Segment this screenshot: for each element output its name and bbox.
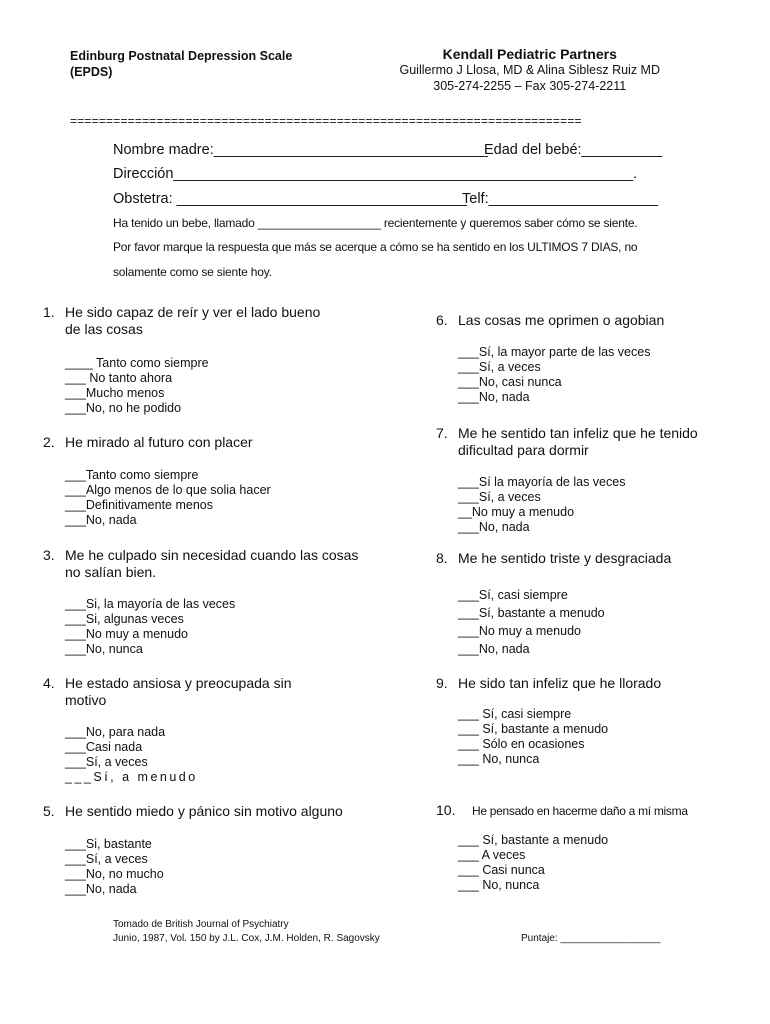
intro-line-3: solamente como se siente hoy. bbox=[113, 265, 272, 279]
question-number: 4. bbox=[43, 675, 55, 691]
question-8-options bbox=[458, 586, 605, 658]
question-title: Me he sentido triste y desgraciada bbox=[458, 550, 672, 566]
answer-option[interactable]: ___No, nada bbox=[458, 520, 530, 534]
answer-option[interactable]: ___Sí, a menudo bbox=[65, 770, 198, 784]
question-1 bbox=[43, 304, 320, 338]
question-title: He sido capaz de reír y ver el lado bueno bbox=[65, 304, 321, 320]
question-number: 10. bbox=[436, 802, 456, 818]
answer-option[interactable]: ___Sí, a veces bbox=[65, 852, 148, 866]
answer-option[interactable]: ___Si, algunas veces bbox=[65, 612, 184, 626]
practice-name: Kendall Pediatric Partners bbox=[442, 46, 617, 62]
question-title: Me he culpado sin necesidad cuando las cosas bbox=[65, 547, 359, 563]
answer-option[interactable]: ___No, no he podido bbox=[65, 401, 182, 415]
answer-option[interactable]: ___Si, la mayoría de las veces bbox=[65, 597, 236, 611]
answer-option[interactable]: ___Algo menos de lo que solia hacer bbox=[65, 483, 271, 497]
question-9-options bbox=[458, 707, 608, 767]
question-number: 3. bbox=[43, 547, 55, 563]
question-6-options bbox=[458, 345, 650, 405]
question-10-options bbox=[458, 833, 608, 893]
question-title: Me he sentido tan infeliz que he tenido bbox=[458, 425, 698, 441]
answer-option[interactable]: ___Sí, a veces bbox=[458, 490, 541, 504]
answer-option[interactable]: ___ No, nunca bbox=[458, 752, 540, 766]
question-title-cont: dificultad para dormir bbox=[458, 442, 589, 458]
answer-option[interactable]: ___ Sí, bastante a menudo bbox=[458, 722, 609, 736]
answer-option[interactable]: ___Definitivamente menos bbox=[65, 498, 213, 512]
answer-option[interactable]: ___ No, nunca bbox=[458, 878, 540, 892]
question-title-cont: motivo bbox=[65, 692, 107, 708]
answer-option[interactable]: ___Mucho menos bbox=[65, 386, 165, 400]
question-number: 2. bbox=[43, 434, 55, 450]
question-number: 1. bbox=[43, 304, 55, 320]
question-title: He mirado al futuro con placer bbox=[65, 434, 253, 450]
answer-option[interactable]: ___ No tanto ahora bbox=[65, 371, 173, 385]
phone-field[interactable]: Telf:_____________________ bbox=[462, 191, 658, 207]
answer-option[interactable]: ___No, nada bbox=[458, 642, 530, 656]
answer-option[interactable]: ___ Sí, bastante a menudo bbox=[458, 833, 609, 847]
scale-title-line1: Edinburg Postnatal Depression Scale bbox=[70, 49, 293, 63]
answer-option[interactable]: ___Tanto como siempre bbox=[65, 468, 199, 482]
scale-title-line2: (EPDS) bbox=[70, 65, 113, 79]
question-number: 9. bbox=[436, 675, 448, 691]
question-title: He pensado en hacerme daño a mí misma bbox=[472, 804, 688, 818]
intro-line-1: Ha tenido un bebe, llamado ___________________ recientemente y queremos saber cómo se siente. bbox=[113, 216, 638, 230]
question-8 bbox=[436, 550, 671, 567]
answer-option[interactable]: ___Sí, a veces bbox=[458, 360, 541, 374]
answer-option[interactable]: ___Casi nada bbox=[65, 740, 143, 754]
answer-option[interactable]: ___No, nada bbox=[65, 513, 137, 527]
question-4-options bbox=[65, 725, 198, 785]
answer-option[interactable]: __No muy a menudo bbox=[458, 505, 575, 519]
question-5-options bbox=[65, 837, 164, 897]
answer-option[interactable]: ___Sí, bastante a menudo bbox=[458, 606, 605, 620]
question-10 bbox=[436, 802, 688, 820]
source-citation bbox=[113, 918, 380, 946]
answer-option[interactable]: ___No muy a menudo bbox=[458, 624, 581, 638]
separator-line: ======================================================================= bbox=[70, 114, 582, 128]
source-line-1: Tomado de British Journal of Psychiatry bbox=[113, 919, 289, 930]
practice-header bbox=[400, 46, 661, 94]
question-6 bbox=[436, 312, 664, 329]
answer-option[interactable]: ___Sí la mayoría de las veces bbox=[458, 475, 626, 489]
obstetrician-field[interactable]: Obstetra: ____________________________________ bbox=[113, 191, 467, 207]
answer-option[interactable]: ___No, nada bbox=[65, 882, 137, 896]
question-title: Las cosas me oprimen o agobian bbox=[458, 312, 665, 328]
answer-option[interactable]: ___ A veces bbox=[458, 848, 526, 862]
answer-option[interactable]: ___No, nada bbox=[458, 390, 530, 404]
answer-option[interactable]: ___Sí, casi siempre bbox=[458, 588, 568, 602]
question-number: 6. bbox=[436, 312, 448, 328]
question-number: 5. bbox=[43, 803, 55, 819]
intro-line-2: Por favor marque la respuesta que más se acerque a cómo se ha sentido en los ULTIMOS 7 DIAS, no bbox=[113, 240, 638, 254]
question-title: He sentido miedo y pánico sin motivo alguno bbox=[65, 803, 343, 819]
answer-option[interactable]: ___ Sólo en ocasiones bbox=[458, 737, 585, 751]
answer-option[interactable]: ____ Tanto como siempre bbox=[65, 356, 209, 370]
question-number: 7. bbox=[436, 425, 448, 441]
answer-option[interactable]: ___No, nunca bbox=[65, 642, 143, 656]
question-9 bbox=[436, 675, 661, 692]
answer-option[interactable]: ___Si, bastante bbox=[65, 837, 152, 851]
question-1-options bbox=[65, 356, 209, 416]
scale-title bbox=[70, 48, 292, 80]
question-7-options bbox=[458, 475, 625, 535]
practice-doctors: Guillermo J Llosa, MD & Alina Siblesz Ruiz MD bbox=[399, 63, 660, 77]
answer-option[interactable]: ___No, casi nunca bbox=[458, 375, 562, 389]
question-number: 8. bbox=[436, 550, 448, 566]
answer-option[interactable]: ___No muy a menudo bbox=[65, 627, 188, 641]
baby-age-field[interactable]: Edad del bebé:__________ bbox=[484, 142, 663, 158]
source-line-2: Junio, 1987, Vol. 150 by J.L. Cox, J.M. Holden, R. Sagovsky bbox=[113, 933, 380, 944]
question-2-options bbox=[65, 468, 271, 528]
question-title: He sido tan infeliz que he llorado bbox=[458, 675, 662, 691]
question-7 bbox=[436, 425, 698, 459]
question-5 bbox=[43, 803, 343, 820]
question-2 bbox=[43, 434, 253, 451]
question-title-cont: no salían bien. bbox=[65, 564, 157, 580]
question-3-options bbox=[65, 597, 235, 657]
answer-option[interactable]: ___Sí, a veces bbox=[65, 755, 148, 769]
answer-option[interactable]: ___ Casi nunca bbox=[458, 863, 545, 877]
answer-option[interactable]: ___No, para nada bbox=[65, 725, 166, 739]
answer-option[interactable]: ___Sí, la mayor parte de las veces bbox=[458, 345, 651, 359]
mother-name-field[interactable]: Nombre madre:__________________________________ bbox=[113, 142, 488, 158]
address-field[interactable]: Dirección_________________________________________________________. bbox=[113, 166, 638, 182]
question-3 bbox=[43, 547, 358, 581]
practice-phones: 305-274-2255 – Fax 305-274-2211 bbox=[433, 79, 627, 93]
answer-option[interactable]: ___No, no mucho bbox=[65, 867, 164, 881]
question-title: He estado ansiosa y preocupada sin bbox=[65, 675, 292, 691]
score-field[interactable]: Puntaje: __________________ bbox=[521, 933, 661, 944]
question-4 bbox=[43, 675, 291, 709]
question-title-cont: de las cosas bbox=[65, 321, 143, 337]
answer-option[interactable]: ___ Sí, casi siempre bbox=[458, 707, 572, 721]
